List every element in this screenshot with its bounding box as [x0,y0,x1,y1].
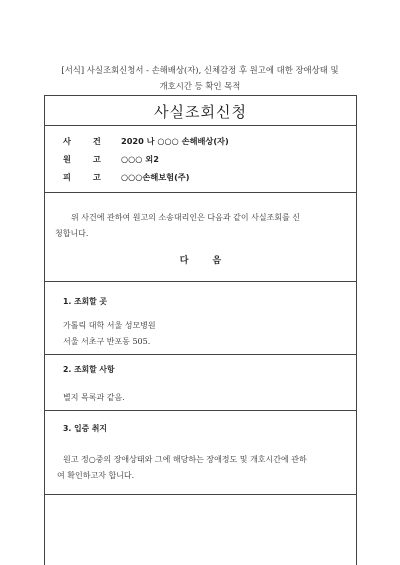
heading-char-1: 다 [179,256,189,266]
party-label-char-2: 고 [92,172,103,182]
party-label [63,172,103,183]
party-label-char-1: 원 [63,154,73,164]
section-line: 서울 서초구 반포동 505. [63,337,151,346]
party-label [63,154,103,165]
party-value: ○○○손해보험(주) [121,172,190,182]
party-row-defendant [45,172,356,188]
document-title: 사실조회신청 [154,103,247,121]
heading-divider [45,281,356,282]
party-value: 2020 나 ○○○ 손해배상(자) [121,136,229,146]
section-divider [45,354,356,355]
party-label-char-2: 건 [92,136,103,146]
document-frame [44,95,357,565]
form-caption [30,62,370,94]
party-label-char-1: 사 [63,136,73,146]
section-title: 1. 조회할 곳 [63,297,107,306]
section-line: 여 확인하고자 합니다. [57,471,135,480]
party-label-char-2: 고 [92,154,103,164]
section-title: 3. 입증 취지 [63,424,107,433]
party-value: ○○○ 외2 [121,154,159,164]
section-line: 가톨릭 대학 서울 성모병원 [63,321,156,330]
section-divider [45,494,356,495]
section-line: 원고 정○중의 장애상태와 그에 해당하는 장애정도 및 개호시간에 관하 [63,455,307,464]
heading-char-2: 음 [212,256,222,266]
intro-paragraph [55,210,345,242]
party-row-plaintiff [45,154,356,170]
parties-divider [45,192,356,193]
caption-line-1: [서식] 사실조회신청서 - 손해배상(자), 신체감정 후 원고에 대한 장애상태 및 [61,65,339,75]
intro-line-2: 청합니다. [55,229,89,238]
party-row-case [45,136,356,152]
heading-following [45,253,356,266]
section-divider [45,410,356,411]
title-divider [45,125,356,126]
party-label-char-1: 피 [63,172,73,182]
party-label [63,136,103,147]
section-line: 별지 목록과 같음. [63,393,125,402]
section-title: 2. 조회할 사항 [63,365,115,374]
caption-line-2: 개호시간 등 확인 목적 [159,81,241,91]
intro-line-1: 위 사건에 관하여 원고의 소송대리인은 다음과 같이 사실조회를 신 [71,213,300,222]
